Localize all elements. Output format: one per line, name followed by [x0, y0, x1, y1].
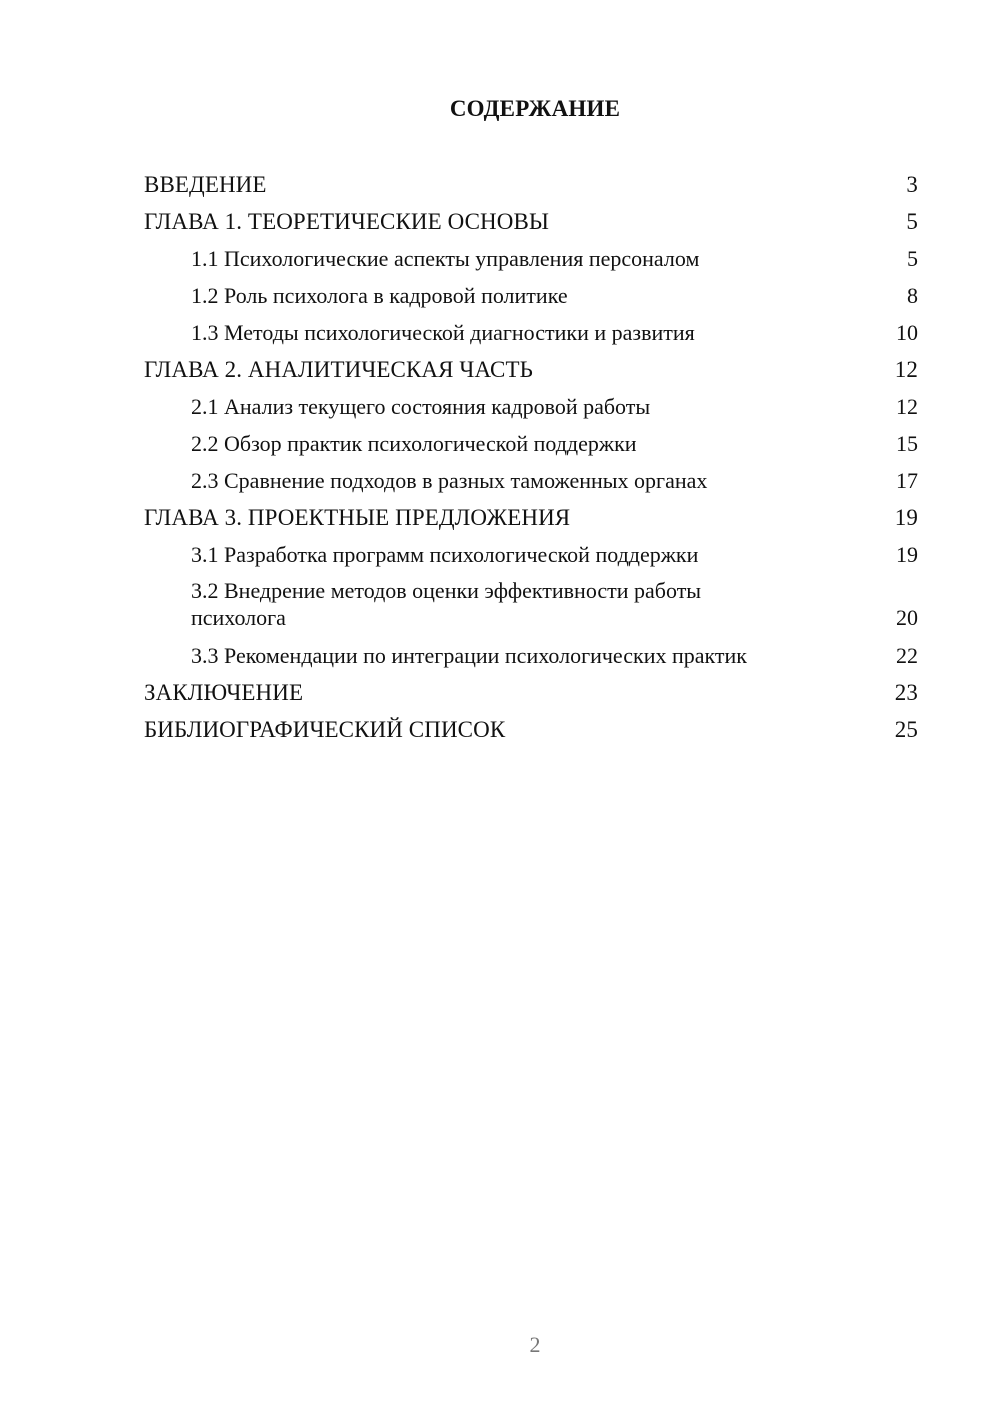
toc-entry-page: 15: [896, 431, 918, 456]
toc-entry[interactable]: [144, 203, 918, 240]
page-title: СОДЕРЖАНИЕ: [449, 96, 621, 121]
toc-subentry[interactable]: [144, 388, 918, 425]
toc-entry-page: 3: [906, 172, 918, 197]
toc-subentry[interactable]: [144, 573, 918, 637]
toc-entry-page: 25: [894, 717, 918, 742]
toc-entry-label: 3.2 Внедрение методов оценки эффективности работы психолога: [191, 578, 702, 630]
toc-entry-label: 1.3 Методы психологической диагностики и развития: [191, 320, 695, 345]
toc-entry-label: 2.3 Сравнение подходов в разных таможенных органах: [191, 468, 708, 493]
toc-entry-label: БИБЛИОГРАФИЧЕСКИЙ СПИСОК: [144, 717, 506, 742]
toc-entry-page: 19: [894, 505, 918, 530]
table-of-contents: [144, 166, 918, 748]
toc-entry-label: 3.3 Рекомендации по интеграции психологических практик: [191, 643, 747, 668]
toc-entry-label: 2.2 Обзор практик психологической поддержки: [191, 431, 637, 456]
toc-entry-page: 20: [896, 605, 918, 630]
toc-entry-page: 8: [907, 283, 918, 308]
toc-entry-label: ВВЕДЕНИЕ: [144, 172, 267, 197]
page-number: 2: [529, 1332, 541, 1357]
toc-entry[interactable]: [144, 674, 918, 711]
toc-entry[interactable]: [144, 711, 918, 748]
toc-entry-page: 12: [896, 394, 918, 419]
toc-subentry[interactable]: [144, 536, 918, 573]
toc-subentry[interactable]: [144, 240, 918, 277]
toc-entry-page: 23: [894, 680, 918, 705]
toc-entry-label: 1.2 Роль психолога в кадровой политике: [191, 283, 568, 308]
toc-entry-page: 5: [907, 246, 918, 271]
toc-entry-page: 22: [896, 643, 918, 668]
toc-entry-page: 17: [896, 468, 918, 493]
toc-subentry[interactable]: [144, 462, 918, 499]
toc-entry-page: 5: [906, 209, 918, 234]
toc-entry[interactable]: [144, 166, 918, 203]
toc-entry-page: 10: [896, 320, 918, 345]
toc-entry[interactable]: [144, 499, 918, 536]
toc-entry-label: 3.1 Разработка программ психологической поддержки: [191, 542, 699, 567]
toc-entry-page: 19: [896, 542, 918, 567]
toc-entry-label: ГЛАВА 3. ПРОЕКТНЫЕ ПРЕДЛОЖЕНИЯ: [144, 505, 571, 530]
toc-entry-label: ЗАКЛЮЧЕНИЕ: [144, 680, 304, 705]
toc-entry-page: 12: [894, 357, 918, 382]
toc-subentry[interactable]: [144, 637, 918, 674]
toc-entry-label: ГЛАВА 2. АНАЛИТИЧЕСКАЯ ЧАСТЬ: [144, 357, 533, 382]
toc-subentry[interactable]: [144, 314, 918, 351]
toc-subentry[interactable]: [144, 425, 918, 462]
toc-subentry[interactable]: [144, 277, 918, 314]
toc-entry[interactable]: [144, 351, 918, 388]
toc-entry-label: 1.1 Психологические аспекты управления персоналом: [191, 246, 700, 271]
toc-entry-label: 2.1 Анализ текущего состояния кадровой работы: [191, 394, 651, 419]
toc-entry-label: ГЛАВА 1. ТЕОРЕТИЧЕСКИЕ ОСНОВЫ: [144, 209, 550, 234]
